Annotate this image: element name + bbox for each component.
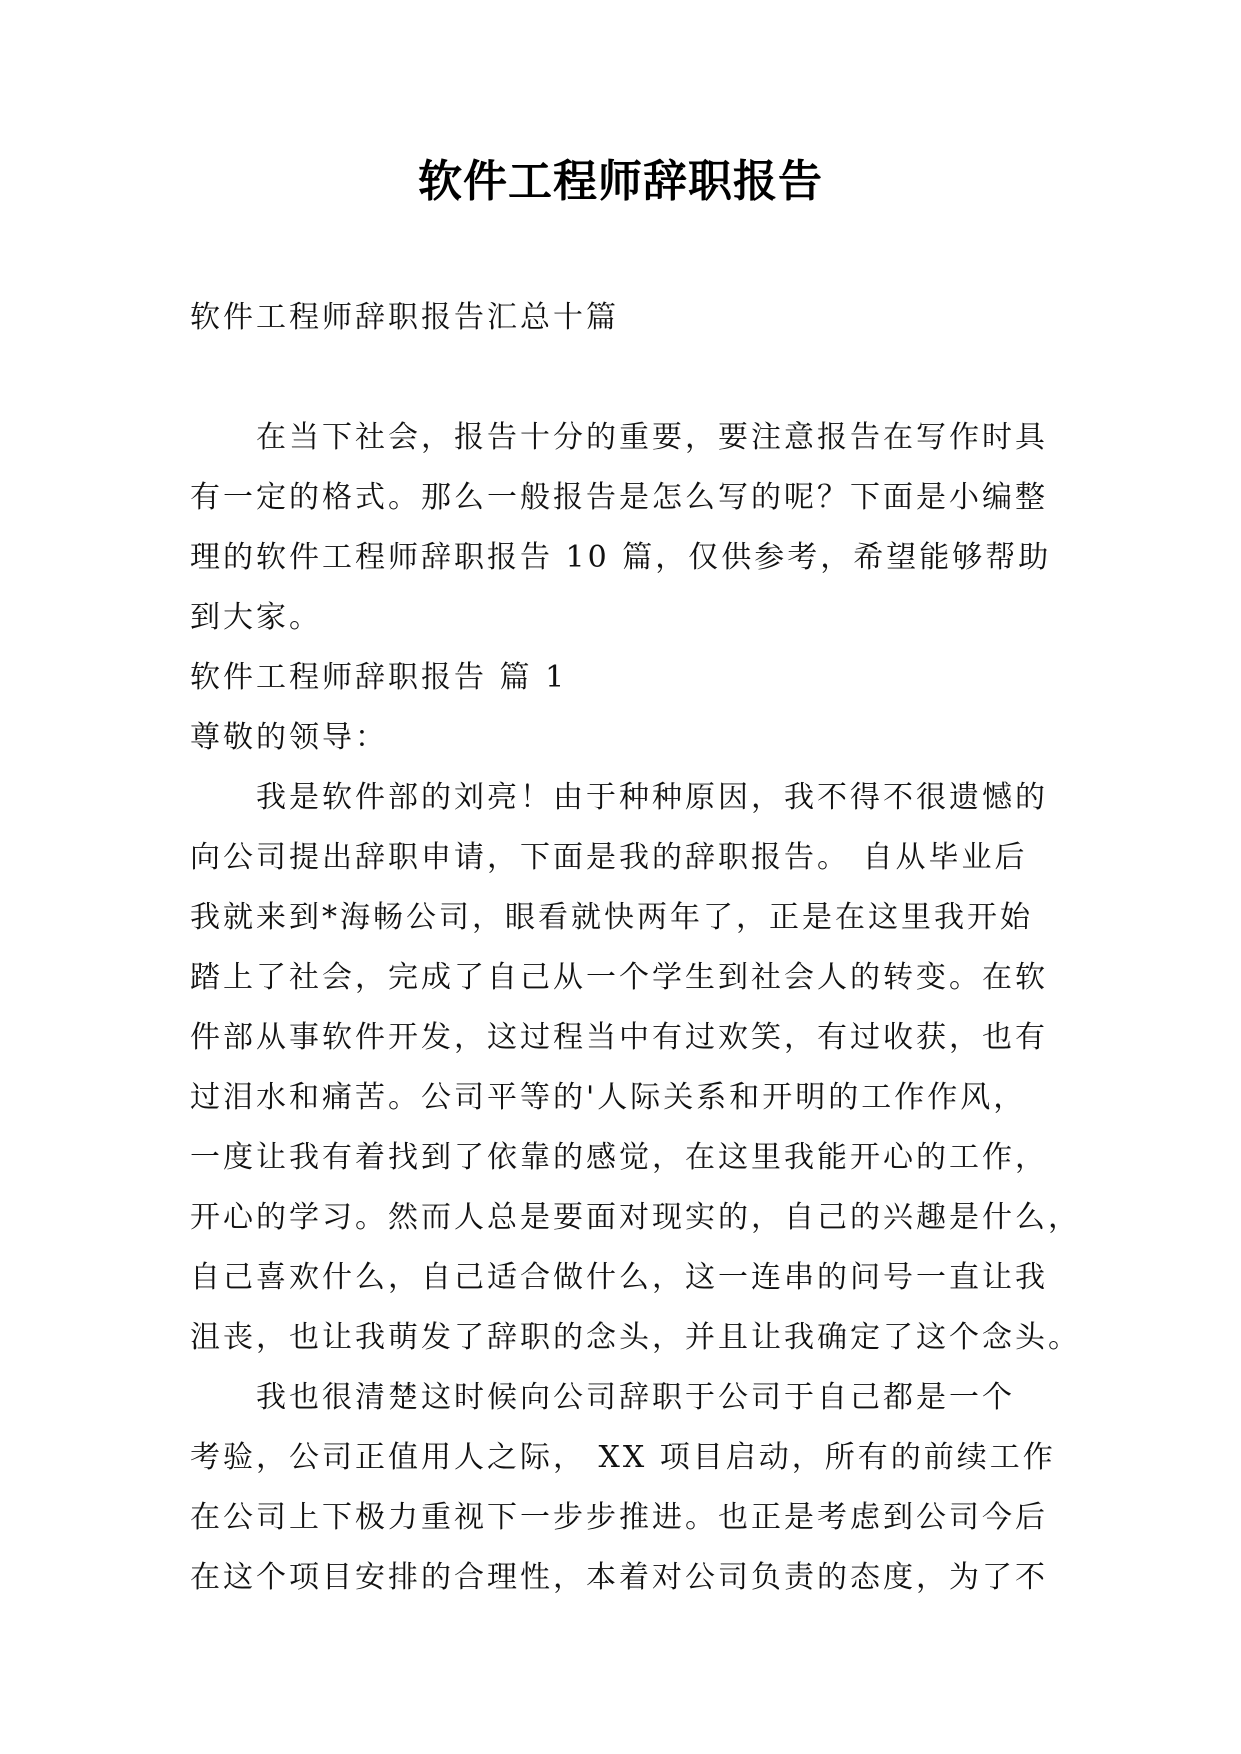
paragraph-line: 考验，公司正值用人之际， XX 项目启动，所有的前续工作	[190, 1440, 1056, 1475]
paragraph-line: 我也很清楚这时候向公司辞职于公司于自己都是一个	[256, 1380, 1015, 1415]
salutation: 尊敬的领导：	[190, 720, 388, 755]
intro-line: 理的软件工程师辞职报告 10 篇，仅供参考，希望能够帮助	[190, 540, 1052, 575]
document-subtitle: 软件工程师辞职报告汇总十篇	[190, 300, 619, 335]
intro-line: 到大家。	[190, 600, 322, 635]
paragraph-line: 我就来到*海畅公司，眼看就快两年了，正是在这里我开始	[190, 900, 1033, 935]
document-title: 软件工程师辞职报告	[418, 156, 823, 207]
paragraph-spacer	[190, 348, 1052, 408]
paragraph-line: 过泪水和痛苦。公司平等的'人际关系和开明的工作作风，	[190, 1080, 1027, 1115]
section-heading: 软件工程师辞职报告 篇 1	[190, 660, 568, 695]
intro-line: 有一定的格式。那么一般报告是怎么写的呢？下面是小编整	[190, 480, 1048, 515]
paragraph-line: 向公司提出辞职申请，下面是我的辞职报告。 自从毕业后	[190, 840, 1028, 875]
paragraph-line: 件部从事软件开发，这过程当中有过欢笑，有过收获，也有	[190, 1020, 1048, 1055]
intro-line: 在当下社会，报告十分的重要，要注意报告在写作时具	[256, 420, 1048, 455]
intro-paragraph	[190, 408, 1052, 648]
document-body	[190, 288, 1081, 1608]
paragraph-line: 踏上了社会，完成了自己从一个学生到社会人的转变。在软	[190, 960, 1048, 995]
paragraph-line: 沮丧，也让我萌发了辞职的念头，并且让我确定了这个念头。	[190, 1320, 1081, 1355]
resignation-paragraph-2	[190, 1368, 1056, 1608]
paragraph-line: 一度让我有着找到了依靠的感觉，在这里我能开心的工作，	[190, 1140, 1048, 1175]
paragraph-line: 开心的学习。然而人总是要面对现实的，自己的兴趣是什么，	[190, 1200, 1081, 1235]
paragraph-line: 在公司上下极力重视下一步步推进。也正是考虑到公司今后	[190, 1500, 1048, 1535]
resignation-paragraph-1	[190, 768, 1081, 1368]
paragraph-line: 在这个项目安排的合理性，本着对公司负责的态度，为了不	[190, 1560, 1048, 1595]
paragraph-line: 自己喜欢什么，自己适合做什么，这一连串的问号一直让我	[190, 1260, 1048, 1295]
paragraph-line: 我是软件部的刘亮！由于种种原因，我不得不很遗憾的	[256, 780, 1048, 815]
